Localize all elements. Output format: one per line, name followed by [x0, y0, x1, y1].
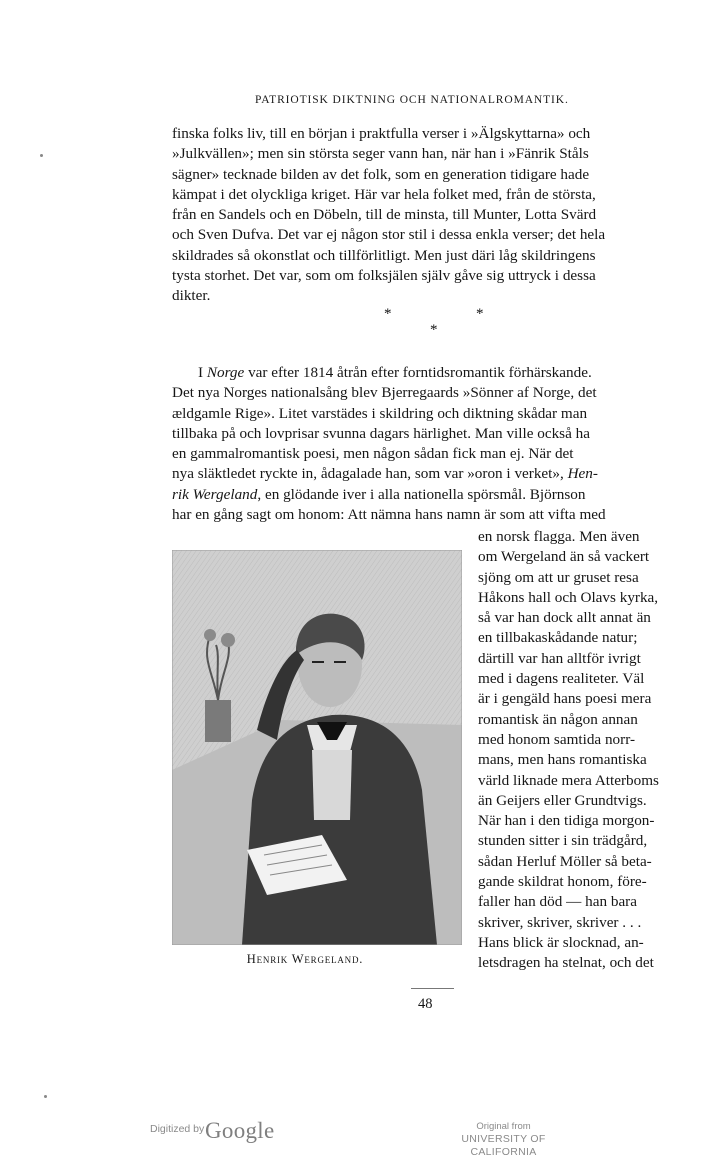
text-line: När han i den tidiga morgon-: [478, 812, 655, 830]
paragraph-1: [172, 124, 695, 307]
text-line: »Julkvällen»; men sin största seger vann han, när han i »Fänrik Ståls: [172, 145, 589, 163]
text-line: med i dagens realiteter. Väl: [478, 670, 645, 688]
portrait-image: [172, 550, 462, 945]
text-line: tysta storhet. Det var, som om folksjälen själv gåve sig uttryck i dessa: [172, 267, 596, 285]
figure-caption: Henrik Wergeland.: [246, 952, 364, 966]
text-line: dikter.: [172, 287, 211, 305]
text-line: sägner» tecknade bilden av det folk, som en generation tidigare hade: [172, 165, 590, 183]
text-line: Det nya Norges nationalsång blev Bjerregaards »Sönner af Norge, det: [172, 384, 597, 402]
text-line: är i gengäld hans poesi mera: [478, 690, 652, 708]
google-logo-text: Google: [205, 1118, 275, 1143]
text-line: stunden sitter i sin trädgård,: [478, 832, 648, 850]
separator-star: *: [384, 306, 392, 322]
text-line: om Wergeland än så vackert: [478, 548, 650, 566]
text-line: en gammalromantisk poesi, men någon sådan fick man ej. När det: [172, 445, 574, 463]
digitized-by-label: Digitized by: [150, 1123, 205, 1135]
text-line: än Geijers eller Grundtvigs.: [478, 791, 647, 809]
original-from-label: Original from: [476, 1121, 531, 1132]
text-line: därtill var han alltför ivrigt: [478, 649, 641, 667]
text-line: har en gång sagt om honom: Att nämna hans namn är som att vifta med: [172, 506, 606, 524]
text-line: sådan Herluf Möller så beta-: [478, 852, 652, 870]
text-line: kämpat i det olyckliga kriget. Här var hela folket med, från de största,: [172, 185, 596, 203]
page-number: 48: [418, 996, 433, 1012]
italic-place-name: Norge: [206, 364, 245, 381]
university-label: UNIVERSITY OF CALIFORNIA: [461, 1133, 546, 1158]
text-line: sjöng om att ur gruset resa: [478, 568, 639, 586]
text-line: letsdragen ha stelnat, och det: [478, 954, 654, 972]
running-head: PATRIOTISK DIKTNING OCH NATIONALROMANTIK.: [255, 94, 569, 106]
separator-star: *: [476, 306, 484, 322]
italic-name: Hen-: [567, 465, 598, 483]
italic-name: rik Wergeland: [172, 485, 258, 503]
text-line: tillbaka på och lovprisar svunna dagars härlighet. Man ville också ha: [172, 424, 590, 442]
text-line: Håkons hall och Olavs kyrka,: [478, 588, 659, 606]
text-line: så var han dock allt annat än: [478, 609, 651, 627]
portrait-illustration: [172, 550, 462, 945]
text-line: romantisk än någon annan: [478, 710, 638, 728]
text-line: ældgamle Rige». Litet varstädes i skildring och diktning skådar man: [172, 404, 588, 422]
text-line: faller han död — han bara: [478, 893, 637, 911]
text-line: I Norge var efter 1814 åtrån efter forntidsromantik förhärskande.: [198, 364, 592, 381]
text-line: skriver, skriver, skriver . . .: [478, 913, 642, 931]
paragraph-2: [172, 363, 695, 525]
text-line: gande skildrat honom, före-: [478, 873, 647, 891]
text-line: mans, men hans romantiska: [478, 751, 647, 769]
text-line: rik Wergeland, en glödande iver i alla nationella spörsmål. Björnson: [172, 485, 586, 503]
scan-speck: [44, 1095, 47, 1098]
scan-speck: [40, 154, 43, 157]
original-from-watermark: [430, 1120, 577, 1159]
text-line: skildrades så okonstlat och tillförlitligt. Men just däri låg skildringens: [172, 246, 596, 264]
text-line: och Sven Dufva. Det var ej någon stor stil i dessa enkla verser; det hela: [172, 226, 606, 244]
page-number-rule: [411, 988, 454, 989]
text-line: Hans blick är slocknad, an-: [478, 933, 644, 951]
text-line: med honom samtida norr-: [478, 730, 636, 748]
text-line: från en Sandels och en Döbeln, till de minsta, till Munter, Lotta Svärd: [172, 206, 597, 224]
text-line: värld liknade mera Atterboms: [478, 771, 659, 789]
text-line: en norsk flagga. Men även: [478, 528, 640, 545]
text-line: nya släktledet ryckte in, ådagalade han, som var »oron i verket», Hen-: [172, 465, 598, 483]
text-line: en tillbakaskådande natur;: [478, 629, 638, 647]
paragraph-2-continued: [478, 527, 695, 974]
text-line: finska folks liv, till en början i praktfulla verser i »Älgskyttarna» och: [172, 125, 591, 142]
separator-star: *: [430, 322, 438, 338]
